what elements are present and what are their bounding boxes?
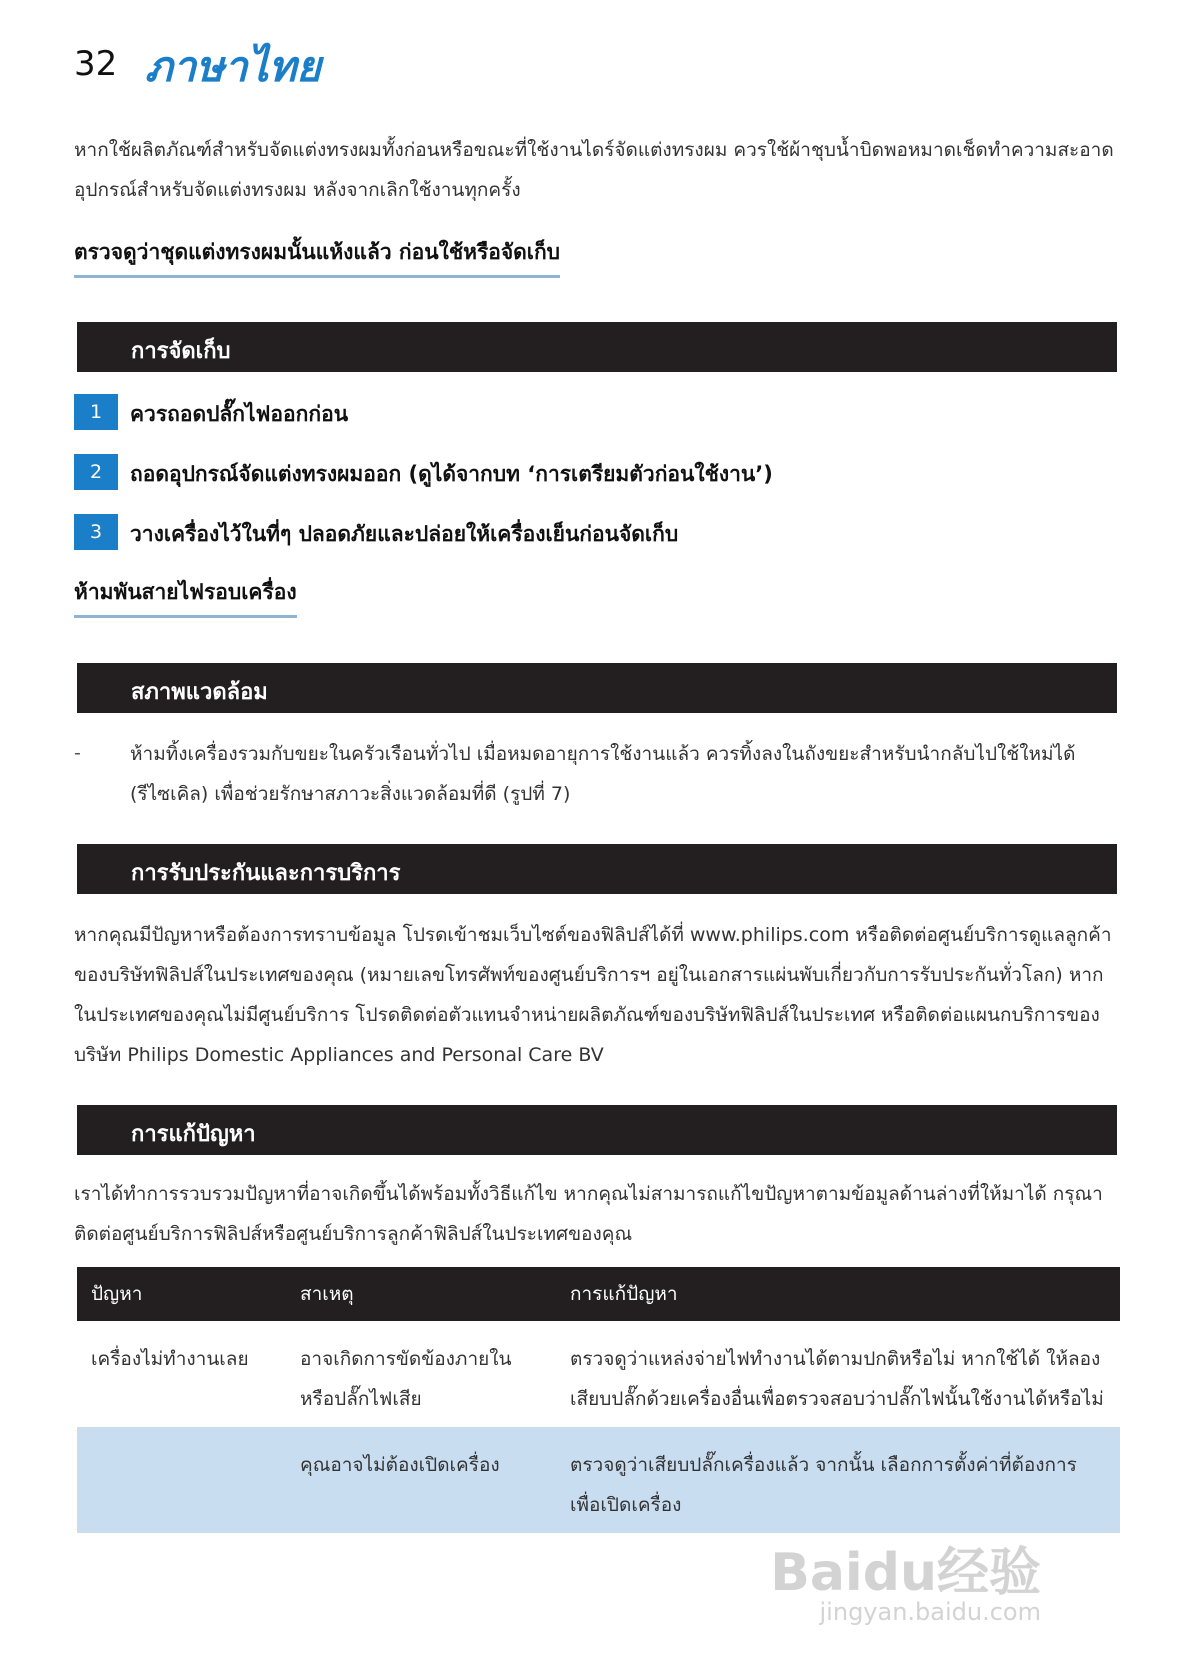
environment-text: ห้ามทิ้งเครื่องรวมกับขยะในครัวเรือนทั่วไป เมื่อหมดอายุการใช้งานแล้ว ควรทิ้งลงในถังขยะสำหรับนำกลับไปใช้ใหม่ได้ (รีไซเคิล) เพื่อช่วยรักษาสภาวะสิ่งแวดล้อมที่ดี (รูปที่ 7) <box>130 743 1076 805</box>
column-header: สาเหตุ <box>286 1267 556 1321</box>
dry-note: ตรวจดูว่าชุดแต่งทรงผมนั้นแห้งแล้ว ก่อนใช้หรือจัดเก็บ <box>74 236 560 278</box>
table-header <box>77 1267 1120 1321</box>
table-cell: อาจเกิดการขัดข้องภายในหรือปลั๊กไฟเสีย <box>300 1348 512 1410</box>
baidu-watermark-url: jingyan.baidu.com <box>819 1598 1041 1626</box>
baidu-watermark-logo: Baidu经验 <box>770 1543 1041 1603</box>
step-number: 3 <box>74 514 118 550</box>
warranty-text: หากคุณมีปัญหาหรือต้องการทราบข้อมูล โปรดเข้าชมเว็บไซต์ของฟิลิปส์ได้ที่ www.philips.com หรือติดต่อศูนย์บริการดูแลลูกค้าของบริษัทฟิลิปส์ในประเทศของคุณ (หมายเลขโทรศัพท์ของศูนย์บริการฯ อยู่ในเอกสารแผ่นพับเกี่ยวกับการรับประกันทั่วโลก) หากในประเทศของคุณไม่มีศูนย์บริการ โปรดติดต่อตัวแทนจำหน่ายผลิตภัณฑ์ของบริษัทฟิลิปส์ในประเทศ หรือติดต่อแผนกบริการของบริษัท Philips Domestic Appliances and Personal Care BV <box>74 924 1112 1066</box>
section-bar-warranty <box>77 844 1117 894</box>
section-bar-storage <box>77 322 1117 372</box>
section-heading: การแก้ปัญหา <box>131 1122 256 1147</box>
step-text: ถอดอุปกรณ์จัดแต่งทรงผมออก (ดูได้จากบท ‘การเตรียมตัวก่อนใช้งาน’) <box>130 462 773 486</box>
column-header: การแก้ปัญหา <box>556 1267 1120 1321</box>
page-number: 32 <box>74 44 118 84</box>
step-number: 1 <box>74 394 118 430</box>
section-heading: การจัดเก็บ <box>131 339 231 364</box>
table-row <box>77 1321 1120 1427</box>
step-text: วางเครื่องไว้ในที่ๆ ปลอดภัยและปล่อยให้เครื่องเย็นก่อนจัดเก็บ <box>130 522 679 546</box>
troubleshooting-table <box>77 1267 1120 1533</box>
section-bar-troubleshooting <box>77 1105 1117 1155</box>
step-text: ควรถอดปลั๊กไฟออกก่อน <box>130 402 349 426</box>
section-heading: การรับประกันและการบริการ <box>131 861 401 886</box>
table-cell: ตรวจดูว่าเสียบปลั๊กเครื่องแล้ว จากนั้น เลือกการตั้งค่าที่ต้องการเพื่อเปิดเครื่อง <box>556 1427 1120 1533</box>
cord-note: ห้ามพันสายไฟรอบเครื่อง <box>74 576 297 618</box>
bullet-dash: - <box>74 742 81 764</box>
troubleshooting-text: เราได้ทำการรวบรวมปัญหาที่อาจเกิดขึ้นได้พร้อมทั้งวิธีแก้ไข หากคุณไม่สามารถแก้ไขปัญหาตามข้อมูลด้านล่างที่ให้มาได้ กรุณาติดต่อศูนย์บริการฟิลิปส์หรือศูนย์บริการลูกค้าฟิลิปส์ในประเทศของคุณ <box>74 1183 1103 1245</box>
page-title: ภาษาไทย <box>145 42 321 91</box>
step-number: 2 <box>74 454 118 490</box>
section-bar-environment <box>77 663 1117 713</box>
section-heading: สภาพแวดล้อม <box>131 680 268 705</box>
table-cell: คุณอาจไม่ต้องเปิดเครื่อง <box>286 1427 556 1533</box>
table-row <box>77 1427 1120 1533</box>
intro-paragraph: หากใช้ผลิตภัณฑ์สำหรับจัดแต่งทรงผมทั้งก่อนหรือขณะที่ใช้งานไดร์จัดแต่งทรงผม ควรใช้ผ้าชุบน้ำบิดพอหมาดเช็ดทำความสะอาดอุปกรณ์สำหรับจัดแต่งทรงผม หลังจากเลิกใช้งานทุกครั้ง <box>74 139 1114 201</box>
column-header: ปัญหา <box>77 1267 286 1321</box>
table-cell: เครื่องไม่ทำงานเลย <box>91 1348 249 1370</box>
table-cell: ตรวจดูว่าแหล่งจ่ายไฟทำงานได้ตามปกติหรือไม่ หากใช้ได้ ให้ลองเสียบปลั๊กด้วยเครื่องอื่นเพื่อตรวจสอบว่าปลั๊กไฟนั้นใช้งานได้หรือไม่ <box>570 1348 1104 1410</box>
table-cell <box>77 1427 286 1533</box>
